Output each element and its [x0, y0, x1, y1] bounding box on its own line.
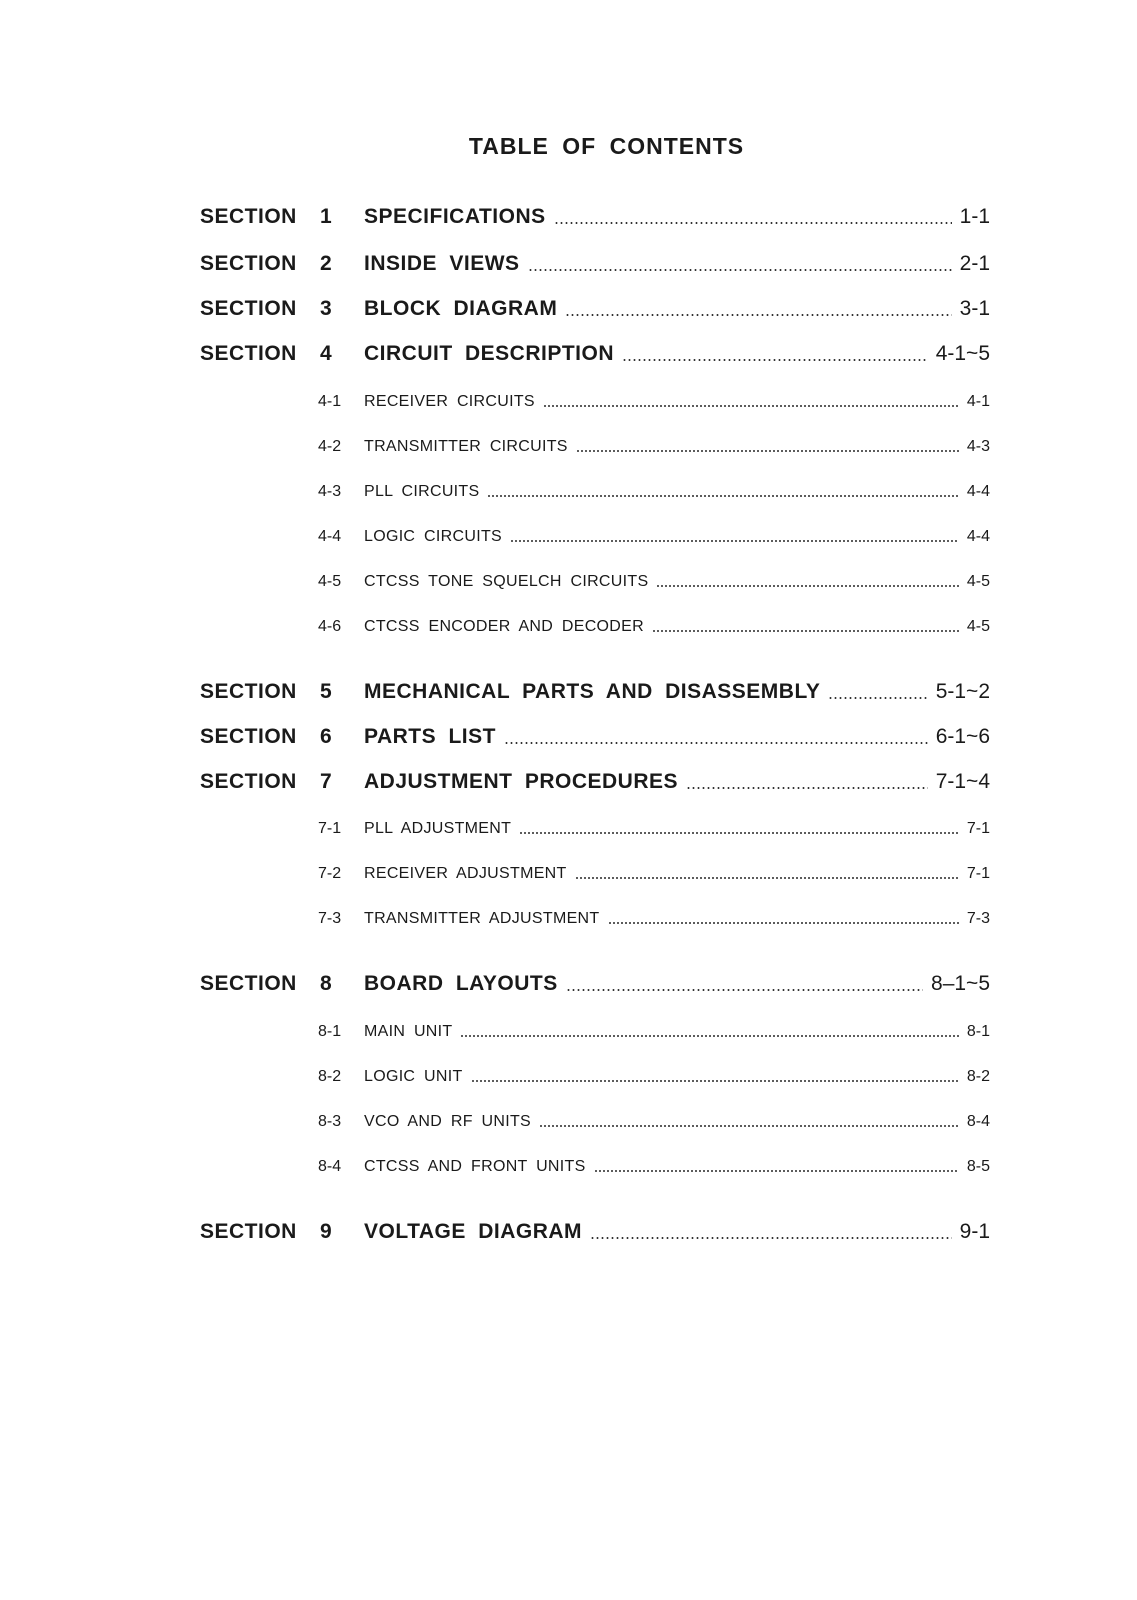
page-number: 2-1 [959, 252, 990, 275]
toc-subsection-row [0, 393, 1137, 423]
entry-title: LOGIC UNIT [364, 1068, 463, 1085]
toc-subsection-row [0, 865, 1137, 895]
entry-title: TRANSMITTER CIRCUITS [364, 438, 568, 455]
toc-entry [364, 483, 990, 501]
section-number: 5 [320, 680, 332, 703]
subsection-number: 4-6 [318, 618, 342, 635]
toc-entry [364, 1113, 990, 1131]
page-number: 8-1 [966, 1023, 990, 1040]
section-label: SECTION [200, 680, 297, 703]
section-label: SECTION [200, 252, 297, 275]
subsection-number: 4-2 [318, 438, 342, 455]
section-label: SECTION [200, 297, 297, 320]
entry-title: CTCSS TONE SQUELCH CIRCUITS [364, 573, 649, 590]
toc-section-row [0, 725, 1137, 755]
entry-title: MECHANICAL PARTS AND DISASSEMBLY [364, 680, 821, 703]
entry-title: RECEIVER CIRCUITS [364, 393, 535, 410]
subsection-number: 8-3 [318, 1113, 342, 1130]
toc-subsection-row [0, 1158, 1137, 1188]
page-number: 4-4 [966, 483, 990, 500]
dot-leader [539, 1125, 959, 1127]
toc-subsection-row [0, 1068, 1137, 1098]
subsection-number: 4-1 [318, 393, 342, 410]
page-number: 3-1 [959, 297, 990, 320]
toc-entry [364, 725, 990, 749]
toc-subsection-row [0, 573, 1137, 603]
page-number: 4-3 [966, 438, 990, 455]
entry-title: CIRCUIT DESCRIPTION [364, 342, 615, 365]
entry-title: PLL CIRCUITS [364, 483, 480, 500]
page-number: 8-4 [966, 1113, 990, 1130]
toc-entry [364, 573, 990, 591]
entry-title: INSIDE VIEWS [364, 252, 520, 275]
toc-section-row [0, 770, 1137, 800]
toc-section-row [0, 205, 1137, 235]
toc-entry [364, 1158, 990, 1176]
toc-subsection-row [0, 820, 1137, 850]
toc-section-row [0, 342, 1137, 372]
subsection-number: 4-5 [318, 573, 342, 590]
toc-subsection-row [0, 1113, 1137, 1143]
dot-leader [594, 1170, 959, 1172]
dot-leader [510, 540, 959, 542]
entry-title: PARTS LIST [364, 725, 496, 748]
toc-entry [364, 680, 990, 704]
toc-entry [364, 438, 990, 456]
toc-entry [364, 865, 990, 883]
toc-section-row [0, 252, 1137, 282]
dot-leader [528, 269, 952, 271]
dot-leader [575, 877, 959, 879]
toc-subsection-row [0, 910, 1137, 940]
page-number: 9-1 [959, 1220, 990, 1243]
entry-title: VOLTAGE DIAGRAM [364, 1220, 583, 1243]
section-number: 3 [320, 297, 332, 320]
page-number: 1-1 [959, 205, 990, 228]
page-number: 8-5 [966, 1158, 990, 1175]
section-number: 1 [320, 205, 332, 228]
entry-title: PLL ADJUSTMENT [364, 820, 512, 837]
page-number: 7-1~4 [935, 770, 990, 793]
dot-leader [487, 495, 958, 497]
subsection-number: 7-3 [318, 910, 342, 927]
dot-leader [686, 787, 928, 789]
toc-entry [364, 910, 990, 928]
dot-leader [652, 630, 959, 632]
section-label: SECTION [200, 972, 297, 995]
toc-entry [364, 205, 990, 229]
page-number: 4-1 [966, 393, 990, 410]
dot-leader [460, 1035, 958, 1037]
subsection-number: 4-4 [318, 528, 342, 545]
page-number: 5-1~2 [935, 680, 990, 703]
dot-leader [519, 832, 959, 834]
entry-title: RECEIVER ADJUSTMENT [364, 865, 567, 882]
entry-title: CTCSS AND FRONT UNITS [364, 1158, 586, 1175]
toc-entry [364, 1068, 990, 1086]
entry-title: TRANSMITTER ADJUSTMENT [364, 910, 600, 927]
dot-leader [608, 922, 959, 924]
toc-entry [364, 618, 990, 636]
page-number: 7-1 [966, 820, 990, 837]
toc-entry [364, 770, 990, 794]
section-number: 9 [320, 1220, 332, 1243]
toc-section-row [0, 297, 1137, 327]
page-number: 4-5 [966, 573, 990, 590]
section-label: SECTION [200, 1220, 297, 1243]
dot-leader [828, 697, 927, 699]
dot-leader [576, 450, 959, 452]
entry-title: BOARD LAYOUTS [364, 972, 558, 995]
toc-entry [364, 393, 990, 411]
page-number: 8-2 [966, 1068, 990, 1085]
subsection-number: 7-1 [318, 820, 342, 837]
toc-entry [364, 342, 990, 366]
toc-section-row [0, 972, 1137, 1002]
entry-title: CTCSS ENCODER AND DECODER [364, 618, 644, 635]
page-number: 6-1~6 [935, 725, 990, 748]
dot-leader [590, 1237, 952, 1239]
subsection-number: 8-2 [318, 1068, 342, 1085]
subsection-number: 4-3 [318, 483, 342, 500]
dot-leader [622, 359, 928, 361]
section-number: 6 [320, 725, 332, 748]
toc-entry [364, 1023, 990, 1041]
page-number: 4-4 [966, 528, 990, 545]
dot-leader [565, 314, 951, 316]
entry-title: LOGIC CIRCUITS [364, 528, 502, 545]
subsection-number: 8-4 [318, 1158, 342, 1175]
dot-leader [543, 405, 959, 407]
section-number: 8 [320, 972, 332, 995]
section-label: SECTION [200, 725, 297, 748]
section-label: SECTION [200, 205, 297, 228]
subsection-number: 8-1 [318, 1023, 342, 1040]
entry-title: SPECIFICATIONS [364, 205, 546, 228]
section-number: 4 [320, 342, 332, 365]
toc-subsection-row [0, 483, 1137, 513]
dot-leader [566, 989, 923, 991]
page-number: 7-3 [966, 910, 990, 927]
dot-leader [504, 742, 928, 744]
toc-subsection-row [0, 528, 1137, 558]
toc-entry [364, 297, 990, 321]
toc-entry [364, 528, 990, 546]
section-number: 2 [320, 252, 332, 275]
entry-title: VCO AND RF UNITS [364, 1113, 532, 1130]
dot-leader [471, 1080, 959, 1082]
dot-leader [656, 585, 958, 587]
page-number: 8–1~5 [931, 972, 990, 995]
toc-subsection-row [0, 618, 1137, 648]
page-number: 7-1 [966, 865, 990, 882]
toc-subsection-row [0, 1023, 1137, 1053]
section-label: SECTION [200, 342, 297, 365]
page-number: 4-1~5 [935, 342, 990, 365]
entry-title: ADJUSTMENT PROCEDURES [364, 770, 679, 793]
toc-entry [364, 972, 990, 996]
section-label: SECTION [200, 770, 297, 793]
toc-entry [364, 252, 990, 276]
entry-title: BLOCK DIAGRAM [364, 297, 558, 320]
toc-section-row [0, 680, 1137, 710]
page-number: 4-5 [966, 618, 990, 635]
dot-leader [554, 222, 952, 224]
page-title: TABLE OF CONTENTS [468, 133, 745, 159]
toc-entry [364, 820, 990, 838]
toc-subsection-row [0, 438, 1137, 468]
toc-entry [364, 1220, 990, 1244]
entry-title: MAIN UNIT [364, 1023, 453, 1040]
subsection-number: 7-2 [318, 865, 342, 882]
toc-section-row [0, 1220, 1137, 1250]
section-number: 7 [320, 770, 332, 793]
